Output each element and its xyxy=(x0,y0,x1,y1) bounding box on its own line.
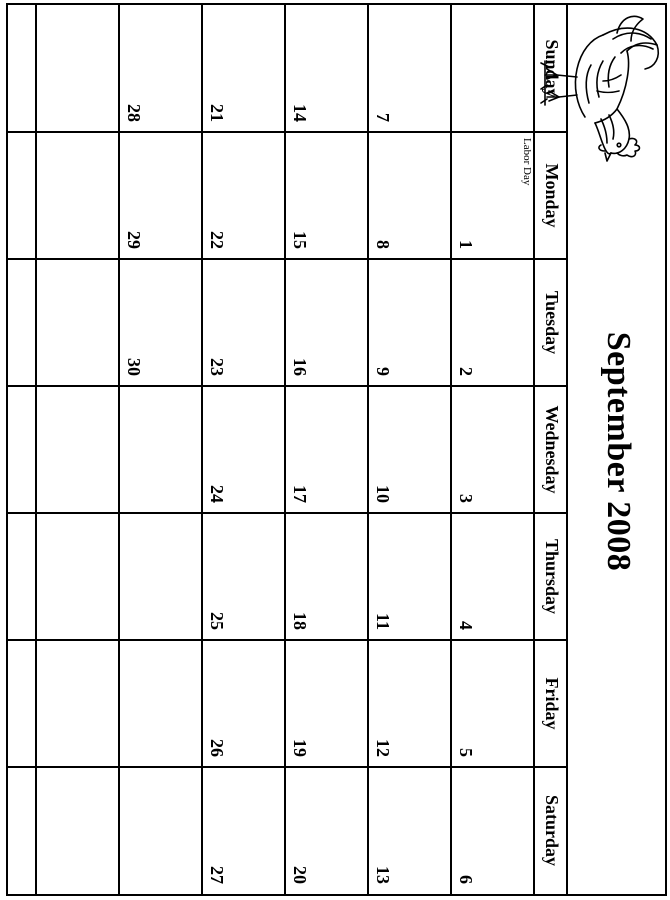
date-number: 1 xyxy=(456,240,476,249)
calendar-day-cell xyxy=(287,513,369,640)
calendar-day-cell xyxy=(121,259,203,386)
calendar-day-cell xyxy=(287,386,369,513)
calendar-day-cell xyxy=(38,259,120,386)
calendar-day-cell xyxy=(453,513,535,640)
calendar-day-cell xyxy=(370,386,452,513)
calendar-day-cell xyxy=(38,513,120,640)
row-divider xyxy=(35,5,37,894)
calendar-day-cell xyxy=(370,767,452,894)
date-number: 16 xyxy=(290,358,310,376)
calendar-day-cell xyxy=(287,259,369,386)
calendar-day-cell xyxy=(453,386,535,513)
header-top-divider xyxy=(566,5,568,894)
calendar-day-cell xyxy=(204,513,286,640)
holiday-label: Labor Day xyxy=(521,138,533,186)
calendar-day-cell xyxy=(370,513,452,640)
calendar-day-cell xyxy=(121,640,203,767)
calendar-day-cell xyxy=(370,640,452,767)
calendar-day-cell xyxy=(370,259,452,386)
calendar-day-cell xyxy=(370,5,452,132)
date-number: 29 xyxy=(124,231,144,249)
date-number: 4 xyxy=(456,621,476,630)
calendar-day-cell xyxy=(38,386,120,513)
date-number: 8 xyxy=(373,240,393,249)
calendar-day-cell xyxy=(287,640,369,767)
weekday-saturday: Saturday xyxy=(542,794,562,866)
calendar-title: September 2008 xyxy=(600,331,637,572)
weekday-wednesday: Wednesday xyxy=(542,405,562,494)
date-number: 17 xyxy=(290,485,310,503)
weekday-friday: Friday xyxy=(542,677,562,730)
date-number: 24 xyxy=(207,485,227,503)
calendar-day-cell xyxy=(453,767,535,894)
date-number: 9 xyxy=(373,367,393,376)
weekday-tuesday: Tuesday xyxy=(542,290,562,355)
calendar-day-cell xyxy=(38,132,120,259)
calendar-day-cell xyxy=(204,386,286,513)
weekday-thursday: Thursday xyxy=(542,538,562,615)
calendar-day-cell xyxy=(38,5,120,132)
date-number: 15 xyxy=(290,231,310,249)
date-number: 13 xyxy=(373,866,393,884)
date-number: 20 xyxy=(290,866,310,884)
rooster-illustration xyxy=(515,5,665,165)
calendar-day-cell xyxy=(121,132,203,259)
calendar-day-cell xyxy=(204,5,286,132)
calendar-day-cell xyxy=(453,640,535,767)
date-number: 22 xyxy=(207,231,227,249)
calendar-day-cell xyxy=(204,640,286,767)
date-number: 2 xyxy=(456,367,476,376)
date-number: 26 xyxy=(207,739,227,757)
calendar-day-cell xyxy=(204,767,286,894)
date-number: 7 xyxy=(373,113,393,122)
calendar-day-cell xyxy=(287,5,369,132)
calendar-day-cell xyxy=(370,132,452,259)
calendar-day-cell xyxy=(204,259,286,386)
date-number: 28 xyxy=(124,104,144,122)
date-number: 6 xyxy=(456,875,476,884)
date-number: 12 xyxy=(373,739,393,757)
calendar-day-cell xyxy=(121,386,203,513)
date-number: 19 xyxy=(290,739,310,757)
date-number: 25 xyxy=(207,612,227,630)
calendar-day-cell xyxy=(38,640,120,767)
date-number: 3 xyxy=(456,494,476,503)
date-number: 18 xyxy=(290,612,310,630)
calendar-day-cell xyxy=(453,5,535,132)
date-number: 10 xyxy=(373,485,393,503)
calendar-day-cell xyxy=(121,5,203,132)
calendar-day-cell xyxy=(204,132,286,259)
weekday-sunday: Sunday xyxy=(542,39,562,98)
weekday-monday: Monday xyxy=(542,163,562,228)
date-number: 30 xyxy=(124,358,144,376)
date-number: 11 xyxy=(373,612,393,630)
date-number: 5 xyxy=(456,748,476,757)
date-number: 23 xyxy=(207,358,227,376)
calendar-day-cell xyxy=(121,767,203,894)
date-number: 14 xyxy=(290,104,310,122)
calendar-day-cell xyxy=(38,767,120,894)
calendar-day-cell xyxy=(453,132,535,259)
date-number: 27 xyxy=(207,866,227,884)
date-number: 21 xyxy=(207,104,227,122)
calendar-day-cell xyxy=(287,767,369,894)
calendar-frame xyxy=(6,3,667,896)
calendar-day-cell xyxy=(287,132,369,259)
calendar-day-cell xyxy=(453,259,535,386)
calendar-day-cell xyxy=(121,513,203,640)
